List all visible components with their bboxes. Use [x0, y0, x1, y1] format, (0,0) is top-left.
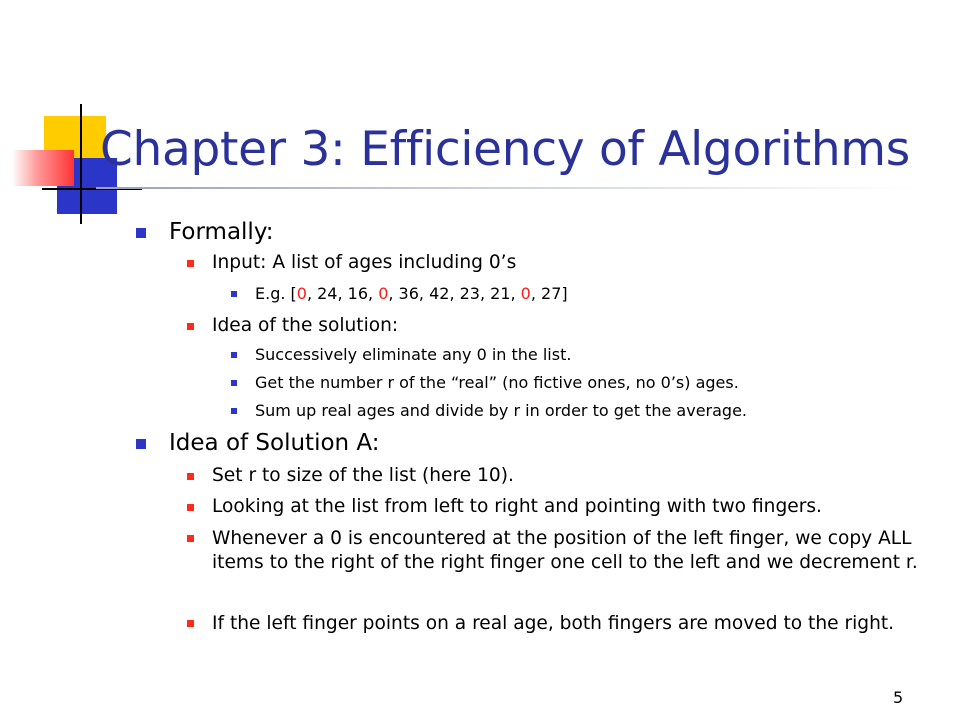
- bullet-text: Idea of the solution:: [212, 315, 399, 336]
- square-bullet-icon: [231, 291, 237, 297]
- page-number: 5: [893, 688, 904, 707]
- slide-title: Chapter 3: Efficiency of Algorithms: [100, 122, 910, 177]
- example-value: 27: [541, 284, 562, 303]
- title-underline: [96, 187, 916, 189]
- example-separator: ,: [368, 284, 379, 303]
- example-value: 0: [296, 284, 307, 303]
- example-list: [297, 284, 562, 303]
- example-value: 24: [317, 284, 338, 303]
- bullet-text: Whenever a 0 is encountered at the position of the left finger, we copy ALL items to the right of the right finger one cell to the left and we decrement r.: [212, 528, 918, 573]
- bullet-looking: [212, 496, 822, 517]
- square-bullet-icon: [231, 380, 237, 386]
- logo-red-bar: [12, 150, 74, 186]
- square-bullet-icon: [136, 439, 146, 449]
- bullet-text: Sum up real ages and divide by r in order to get the average.: [255, 401, 748, 420]
- bullet-text: Input: A list of ages including 0’s: [212, 252, 517, 273]
- example-separator: ,: [306, 284, 318, 303]
- example-separator: ,: [449, 284, 460, 303]
- example-value: 21: [490, 284, 511, 303]
- bullet-idea-a: [169, 430, 380, 456]
- square-bullet-icon: [187, 620, 194, 627]
- square-bullet-icon: [187, 260, 194, 267]
- example-value: 16: [347, 284, 369, 303]
- square-bullet-icon: [187, 535, 194, 542]
- bullet-input: [212, 252, 516, 273]
- example-separator: ,: [418, 284, 430, 303]
- example-value: 42: [429, 284, 450, 303]
- example-separator: ,: [337, 284, 348, 303]
- bullet-text: Idea of Solution A:: [169, 430, 380, 456]
- example-value: 23: [459, 284, 480, 303]
- bullet-text: Formally:: [169, 219, 274, 245]
- square-bullet-icon: [187, 323, 194, 330]
- bullet-text: Successively eliminate any 0 in the list.: [255, 345, 572, 364]
- example-separator: ,: [479, 284, 491, 303]
- bullet-text: If the left finger points on a real age, both fingers are moved to the right.: [212, 613, 895, 634]
- bullet-sum-up: [255, 401, 747, 420]
- bullet-whenever: [212, 527, 932, 575]
- bullet-idea-solution: [212, 315, 398, 336]
- square-bullet-icon: [231, 408, 237, 414]
- example-separator: ,: [388, 284, 399, 303]
- example-separator: ,: [510, 284, 521, 303]
- bullet-text: Looking at the list from left to right and pointing with two fingers.: [212, 496, 822, 517]
- example-value: 0: [520, 284, 531, 303]
- example-prefix: E.g. [: [255, 284, 297, 303]
- bullet-formally: [169, 219, 274, 245]
- bullet-text: Get the number r of the “real” (no fictive ones, no 0’s) ages.: [255, 373, 739, 392]
- bullet-example: [255, 284, 568, 303]
- example-value: 0: [378, 284, 389, 303]
- bullet-set-r: [212, 465, 514, 486]
- square-bullet-icon: [187, 504, 194, 511]
- bullet-if-left: [212, 612, 932, 636]
- example-value: 36: [398, 284, 419, 303]
- bullet-text: Set r to size of the list (here 10).: [212, 465, 514, 486]
- square-bullet-icon: [187, 473, 194, 480]
- square-bullet-icon: [136, 228, 146, 238]
- square-bullet-icon: [231, 352, 237, 358]
- example-separator: ,: [530, 284, 542, 303]
- logo-vertical-line: [80, 104, 82, 224]
- bullet-get-number: [255, 373, 739, 392]
- example-suffix: ]: [561, 284, 568, 303]
- bullet-eliminate: [255, 345, 571, 364]
